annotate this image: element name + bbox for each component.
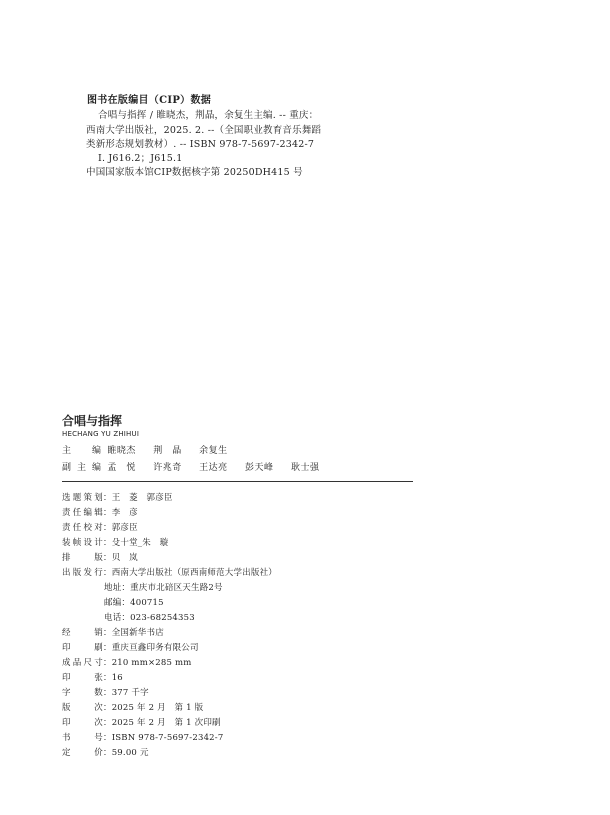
imprint-row: 出版发行：西南大学出版社（原西南师范大学出版社） — [62, 568, 278, 578]
credit-name: 彭天峰 — [245, 463, 274, 473]
imprint-key: 印 张 — [62, 673, 103, 683]
imprint-key: 出版发行 — [62, 568, 103, 578]
imprint-row: 选题策划：王 菱 郭彦臣 — [62, 493, 173, 503]
imprint-row: 书 号：ISBN 978-7-5697-2342-7 — [62, 733, 224, 743]
imprint-value: 59.00 元 — [111, 748, 149, 758]
imprint-key: 装帧设计 — [62, 538, 103, 548]
imprint-row: 装帧设计：殳十堂_朱 璇 — [62, 538, 169, 548]
cip-line: Ⅰ. J616.2；J615.1 — [98, 153, 183, 164]
imprint-row: 字 数：377 千字 — [62, 688, 149, 698]
imprint-value: 2025 年 2 月 第 1 版 — [111, 703, 204, 713]
imprint-key: 责任校对 — [62, 523, 103, 533]
book-title-pinyin: HECHANG YU ZHIHUI — [62, 430, 140, 438]
imprint-value: 全国新华书店 — [111, 628, 164, 638]
imprint-value: 377 千字 — [111, 688, 149, 698]
imprint-key: 排 版 — [62, 553, 103, 563]
credit-associate-editors — [62, 460, 333, 473]
imprint-key: 印 次 — [62, 718, 103, 728]
credit-name: 许兆奇 — [153, 463, 182, 473]
imprint-key: 版 次 — [62, 703, 103, 713]
imprint-value: 王 菱 郭彦臣 — [111, 493, 173, 503]
imprint-value: 西南大学出版社（原西南师范大学出版社） — [111, 568, 278, 578]
credit-name: 荆 晶 — [153, 446, 182, 456]
credit-name: 孟 悦 — [107, 463, 136, 473]
imprint-key: 责任编辑 — [62, 508, 103, 518]
imprint-row: 责任编辑：李 彦 — [62, 508, 138, 518]
credit-role: 主 编 — [62, 446, 108, 456]
imprint-address: 地址：重庆市北碚区天生路2号 — [104, 583, 223, 593]
divider-rule — [62, 481, 413, 482]
imprint-key: 书 号 — [62, 733, 103, 743]
credit-names — [107, 446, 241, 456]
imprint-key: 印 刷 — [62, 643, 103, 653]
credit-editors — [62, 443, 242, 456]
imprint-value: 李 彦 — [111, 508, 138, 518]
imprint-value: 210 mm×285 mm — [111, 658, 192, 668]
imprint-key: 成品尺寸 — [62, 658, 103, 668]
credit-name: 睢晓杰 — [107, 446, 136, 456]
imprint-row: 印 刷：重庆亘鑫印务有限公司 — [62, 643, 199, 653]
imprint-row: 版 次：2025 年 2 月 第 1 版 — [62, 703, 204, 713]
imprint-row: 成品尺寸：210 mm×285 mm — [62, 658, 192, 668]
cip-line: 合唱与指挥 / 睢晓杰，荆晶，余复生主编. -- 重庆： — [98, 110, 319, 121]
imprint-value: 2025 年 2 月 第 1 次印刷 — [111, 718, 221, 728]
credit-name: 耿士强 — [290, 463, 320, 473]
cip-line: 类新形态规划教材）. -- ISBN 978-7-5697-2342-7 — [86, 139, 315, 150]
imprint-key: 选题策划 — [62, 493, 103, 503]
imprint-postcode: 邮编：400715 — [104, 598, 164, 608]
imprint-value: 重庆亘鑫印务有限公司 — [111, 643, 199, 653]
imprint-key: 字 数 — [62, 688, 103, 698]
imprint-value: 郭彦臣 — [111, 523, 138, 533]
imprint-value: 16 — [111, 673, 123, 683]
credit-names — [107, 463, 333, 473]
book-title: 合唱与指挥 — [62, 414, 123, 428]
credit-name: 余复生 — [199, 446, 228, 456]
imprint-key: 经 销 — [62, 628, 103, 638]
imprint-value: ISBN 978-7-5697-2342-7 — [111, 733, 224, 743]
imprint-value: 殳十堂_朱 璇 — [111, 538, 169, 548]
cip-line: 中国国家版本馆CIP数据核字第 20250DH415 号 — [86, 167, 303, 178]
imprint-row: 印 次：2025 年 2 月 第 1 次印刷 — [62, 718, 221, 728]
imprint-row: 印 张：16 — [62, 673, 123, 683]
imprint-value: 贝 岚 — [111, 553, 138, 563]
imprint-row: 责任校对：郭彦臣 — [62, 523, 138, 533]
cip-line: 西南大学出版社，2025. 2. --（全国职业教育音乐舞蹈 — [86, 125, 322, 136]
imprint-key: 定 价 — [62, 748, 103, 758]
cip-heading: 图书在版编目（CIP）数据 — [87, 95, 212, 106]
imprint-phone: 电话：023-68254353 — [104, 613, 195, 623]
imprint-row: 经 销：全国新华书店 — [62, 628, 164, 638]
imprint-row: 排 版：贝 岚 — [62, 553, 138, 563]
credit-name: 王达亮 — [199, 463, 228, 473]
imprint-row: 定 价：59.00 元 — [62, 748, 149, 758]
credit-role: 副主编 — [62, 463, 108, 473]
